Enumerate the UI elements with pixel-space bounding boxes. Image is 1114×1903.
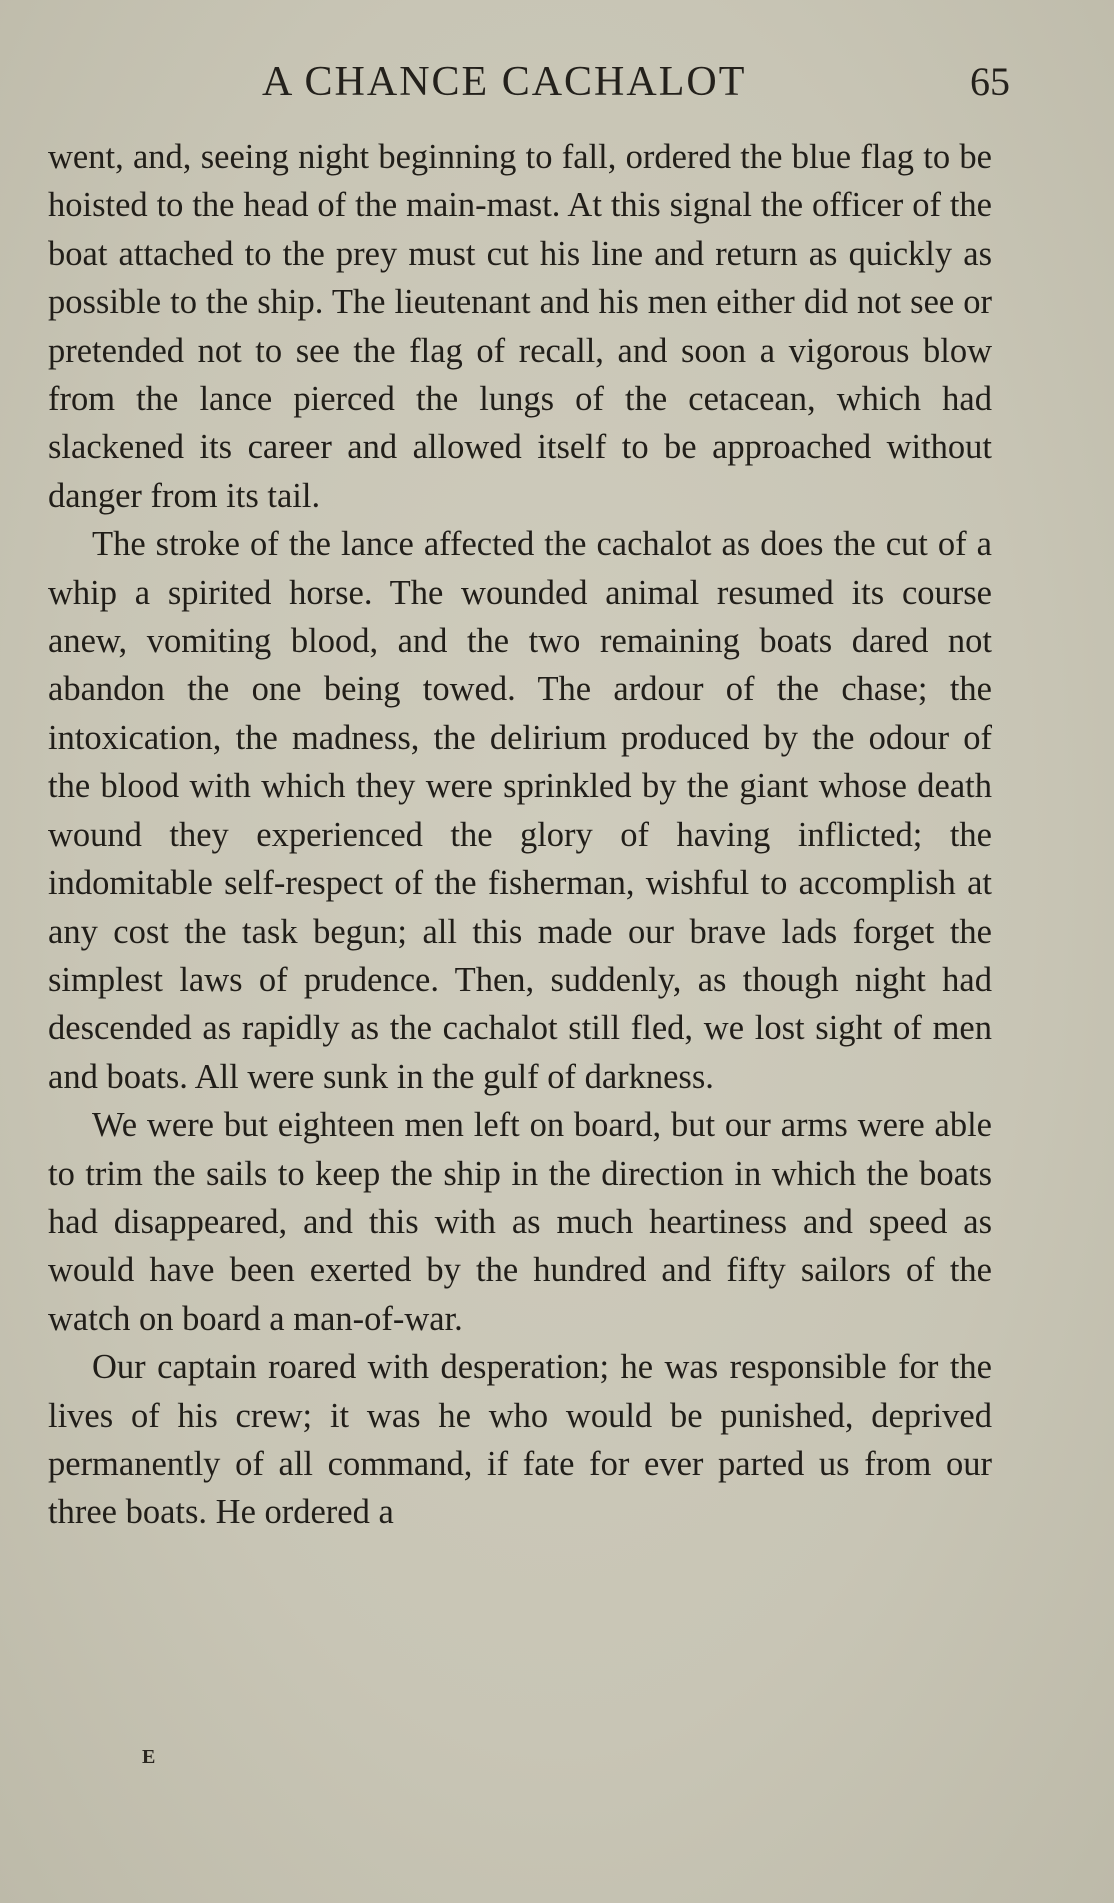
page-header xyxy=(0,52,1114,112)
paragraph: We were but eighteen men left on board, but our arms were able to trim the sails to keep the ship in the direction in which the boats had disappeared, and this with as much heartiness and speed as would have been exerted by the hundred and fifty sailors of the watch on board a man-of-war. xyxy=(48,1106,992,1338)
page-number: 65 xyxy=(970,59,1010,104)
paragraph: The stroke of the lance affected the cachalot as does the cut of a whip a spirited horse. The wounded animal resumed its course anew, vomiting blood, and the two remaining boats dared not abandon the one being towed. The ardour of the chase; the intoxication, the madness, the delirium produced by the odour of the blood with which they were sprinkled by the giant whose death wound they experienced the glory of having inflicted; the indomitable self-respect of the fisherman, wishful to accomplish at any cost the task begun; all this made our brave lads forget the simplest laws of prudence. Then, suddenly, as though night had descended as rapidly as the cachalot still fled, we lost sight of men and boats. All were sunk in the gulf of darkness. xyxy=(48,525,992,1096)
paragraph: Our captain roared with desperation; he was responsible for the lives of his crew; it was he who would be punished, deprived permanently of all command, if fate for ever parted us from our three boats. He ordered a xyxy=(48,1348,992,1532)
paragraph-continued: went, and, seeing night beginning to fall, ordered the blue flag to be hoisted to the head of the main-mast. At this signal the officer of the boat attached to the prey must cut his line and return as quickly as possible to the ship. The lieutenant and his men either did not see or pretended not to see the flag of recall, and soon a vigorous blow from the lance pierced the lungs of the cetacean, which had slackened its career and allowed itself to be approached without danger from its tail. xyxy=(48,138,992,515)
signature-mark: E xyxy=(142,1746,157,1768)
body-text xyxy=(48,133,992,1537)
running-title: A CHANCE CACHALOT xyxy=(262,59,747,105)
